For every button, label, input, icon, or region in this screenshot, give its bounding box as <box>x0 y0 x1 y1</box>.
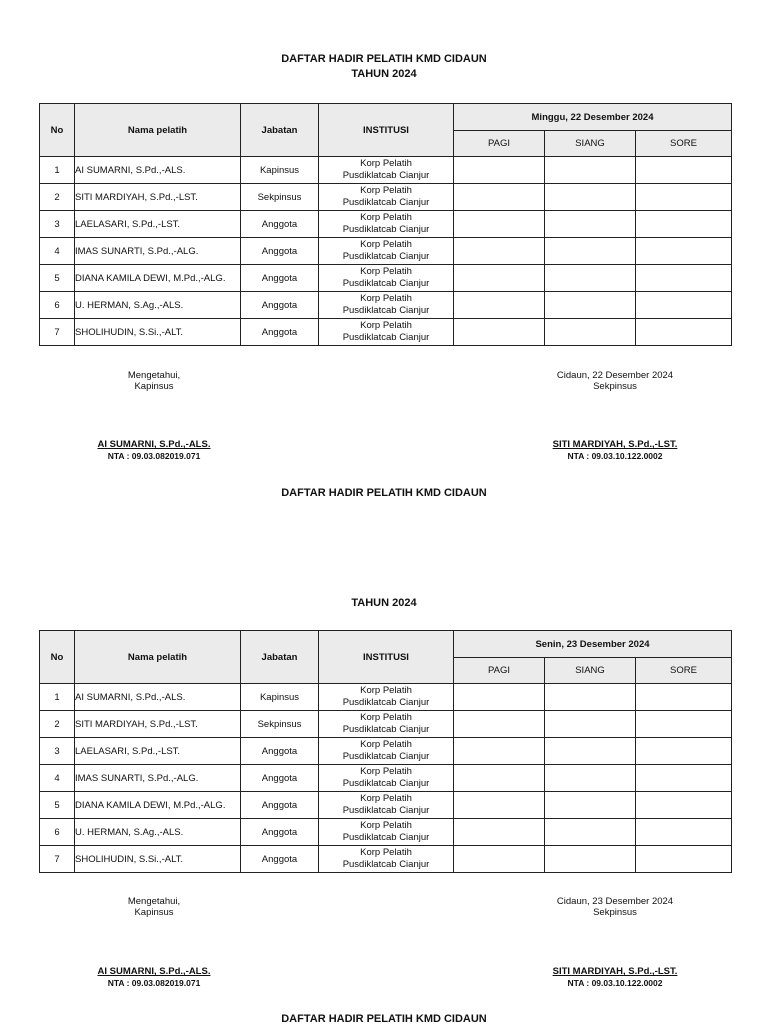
sig-role-label: Kapinsus <box>134 907 174 918</box>
left-signer-nta: NTA : 09.03.082019.071 <box>107 451 201 461</box>
table-row <box>40 846 732 873</box>
institusi-line2: Pusdiklatcab Cianjur <box>342 224 430 235</box>
attendance-table <box>39 630 732 873</box>
institusi-line2: Pusdiklatcab Cianjur <box>342 751 430 762</box>
header-pagi: PAGI <box>454 131 545 157</box>
cell-pagi <box>454 846 545 873</box>
header-date: Senin, 23 Desember 2024 <box>454 631 732 658</box>
header-jabatan: Jabatan <box>241 631 319 684</box>
row-jabatan: Sekpinsus <box>241 711 319 738</box>
institusi-line2: Pusdiklatcab Cianjur <box>342 859 430 870</box>
institusi-line1: Korp Pelatih <box>360 239 412 250</box>
row-name: U. HERMAN, S.Ag.,-ALS. <box>75 819 241 846</box>
institusi-line2: Pusdiklatcab Cianjur <box>342 332 430 343</box>
institusi-line1: Korp Pelatih <box>360 185 412 196</box>
institusi-line2: Pusdiklatcab Cianjur <box>342 778 430 789</box>
cell-siang <box>545 265 636 292</box>
table-row <box>40 765 732 792</box>
row-name: IMAS SUNARTI, S.Pd.,-ALG. <box>75 238 241 265</box>
left-signer-name: AI SUMARNI, S.Pd.,-ALS. <box>97 966 211 977</box>
row-jabatan: Anggota <box>241 765 319 792</box>
row-institusi <box>319 819 454 846</box>
right-signature-block <box>515 370 715 392</box>
table-row <box>40 711 732 738</box>
cell-pagi <box>454 711 545 738</box>
cell-sore <box>636 765 732 792</box>
row-name: LAELASARI, S.Pd.,-LST. <box>75 738 241 765</box>
row-no: 6 <box>40 819 75 846</box>
row-jabatan: Anggota <box>241 292 319 319</box>
cell-siang <box>545 238 636 265</box>
row-name: DIANA KAMILA DEWI, M.Pd.,-ALG. <box>75 792 241 819</box>
cell-siang <box>545 765 636 792</box>
institusi-line2: Pusdiklatcab Cianjur <box>342 170 430 181</box>
cell-pagi <box>454 157 545 184</box>
header-no: No <box>40 104 75 157</box>
row-name: SHOLIHUDIN, S.Si.,-ALT. <box>75 319 241 346</box>
table-row <box>40 157 732 184</box>
cell-pagi <box>454 319 545 346</box>
institusi-line1: Korp Pelatih <box>360 793 412 804</box>
row-name: SHOLIHUDIN, S.Si.,-ALT. <box>75 846 241 873</box>
header-siang: SIANG <box>545 131 636 157</box>
cell-siang <box>545 819 636 846</box>
row-institusi <box>319 792 454 819</box>
row-institusi <box>319 846 454 873</box>
cell-sore <box>636 238 732 265</box>
institusi-line1: Korp Pelatih <box>360 158 412 169</box>
institusi-line2: Pusdiklatcab Cianjur <box>342 697 430 708</box>
cell-sore <box>636 265 732 292</box>
row-no: 6 <box>40 292 75 319</box>
institusi-line1: Korp Pelatih <box>360 739 412 750</box>
row-jabatan: Sekpinsus <box>241 184 319 211</box>
header-date: Minggu, 22 Desember 2024 <box>454 104 732 131</box>
cell-pagi <box>454 211 545 238</box>
document-title: DAFTAR HADIR PELATIH KMD CIDAUN <box>281 53 487 65</box>
sig-role-label: Sekpinsus <box>593 907 637 918</box>
row-institusi <box>319 319 454 346</box>
table-row <box>40 265 732 292</box>
row-jabatan: Kapinsus <box>241 157 319 184</box>
row-institusi <box>319 238 454 265</box>
cell-sore <box>636 684 732 711</box>
cell-sore <box>636 792 732 819</box>
row-no: 5 <box>40 792 75 819</box>
header-name: Nama pelatih <box>75 631 241 684</box>
cell-siang <box>545 684 636 711</box>
attendance-table <box>39 103 732 346</box>
header-no: No <box>40 631 75 684</box>
row-name: U. HERMAN, S.Ag.,-ALS. <box>75 292 241 319</box>
cell-pagi <box>454 792 545 819</box>
document-title: DAFTAR HADIR PELATIH KMD CIDAUN <box>281 487 487 499</box>
cell-pagi <box>454 292 545 319</box>
sig-place-date: Cidaun, 22 Desember 2024 <box>556 370 674 381</box>
row-no: 5 <box>40 265 75 292</box>
table-row <box>40 211 732 238</box>
row-no: 1 <box>40 157 75 184</box>
document-year: TAHUN 2024 <box>351 597 417 609</box>
document-title: DAFTAR HADIR PELATIH KMD CIDAUN <box>281 1013 487 1025</box>
row-name: IMAS SUNARTI, S.Pd.,-ALG. <box>75 765 241 792</box>
right-signer-name: SITI MARDIYAH, S.Pd.,-LST. <box>552 439 678 450</box>
cell-siang <box>545 184 636 211</box>
cell-sore <box>636 819 732 846</box>
row-name: DIANA KAMILA DEWI, M.Pd.,-ALG. <box>75 265 241 292</box>
row-institusi <box>319 184 454 211</box>
table-row <box>40 184 732 211</box>
cell-pagi <box>454 684 545 711</box>
institusi-line1: Korp Pelatih <box>360 320 412 331</box>
table-row <box>40 684 732 711</box>
institusi-line1: Korp Pelatih <box>360 293 412 304</box>
institusi-line2: Pusdiklatcab Cianjur <box>342 724 430 735</box>
table-row <box>40 319 732 346</box>
row-no: 4 <box>40 238 75 265</box>
cell-siang <box>545 157 636 184</box>
table-row <box>40 738 732 765</box>
row-name: SITI MARDIYAH, S.Pd.,-LST. <box>75 184 241 211</box>
sig-place-date: Cidaun, 23 Desember 2024 <box>556 896 674 907</box>
row-jabatan: Anggota <box>241 265 319 292</box>
institusi-line2: Pusdiklatcab Cianjur <box>342 197 430 208</box>
document-year: TAHUN 2024 <box>351 68 417 80</box>
row-jabatan: Anggota <box>241 211 319 238</box>
cell-siang <box>545 319 636 346</box>
table-row <box>40 292 732 319</box>
institusi-line2: Pusdiklatcab Cianjur <box>342 305 430 316</box>
row-jabatan: Anggota <box>241 738 319 765</box>
right-signer-nta: NTA : 09.03.10.122.0002 <box>567 978 663 988</box>
cell-sore <box>636 157 732 184</box>
cell-sore <box>636 211 732 238</box>
cell-siang <box>545 211 636 238</box>
row-name: AI SUMARNI, S.Pd.,-ALS. <box>75 157 241 184</box>
header-institusi: INSTITUSI <box>319 104 454 157</box>
institusi-line1: Korp Pelatih <box>360 712 412 723</box>
cell-sore <box>636 711 732 738</box>
left-signer-nta: NTA : 09.03.082019.071 <box>107 978 201 988</box>
row-no: 3 <box>40 211 75 238</box>
institusi-line2: Pusdiklatcab Cianjur <box>342 805 430 816</box>
row-institusi <box>319 292 454 319</box>
row-no: 7 <box>40 319 75 346</box>
cell-pagi <box>454 765 545 792</box>
header-name: Nama pelatih <box>75 104 241 157</box>
cell-sore <box>636 319 732 346</box>
cell-siang <box>545 738 636 765</box>
header-siang: SIANG <box>545 658 636 684</box>
row-institusi <box>319 711 454 738</box>
cell-sore <box>636 738 732 765</box>
row-institusi <box>319 265 454 292</box>
row-institusi <box>319 738 454 765</box>
institusi-line1: Korp Pelatih <box>360 820 412 831</box>
row-institusi <box>319 765 454 792</box>
left-signature-block <box>54 370 254 392</box>
row-no: 2 <box>40 711 75 738</box>
cell-sore <box>636 184 732 211</box>
header-sore: SORE <box>636 131 732 157</box>
header-institusi: INSTITUSI <box>319 631 454 684</box>
header-jabatan: Jabatan <box>241 104 319 157</box>
row-jabatan: Anggota <box>241 319 319 346</box>
cell-sore <box>636 292 732 319</box>
row-no: 3 <box>40 738 75 765</box>
institusi-line1: Korp Pelatih <box>360 212 412 223</box>
row-institusi <box>319 157 454 184</box>
row-no: 4 <box>40 765 75 792</box>
institusi-line2: Pusdiklatcab Cianjur <box>342 278 430 289</box>
row-institusi <box>319 211 454 238</box>
right-signature-block <box>515 896 715 918</box>
right-signer-name: SITI MARDIYAH, S.Pd.,-LST. <box>552 966 678 977</box>
institusi-line2: Pusdiklatcab Cianjur <box>342 251 430 262</box>
cell-sore <box>636 846 732 873</box>
row-no: 1 <box>40 684 75 711</box>
institusi-line1: Korp Pelatih <box>360 847 412 858</box>
table-row <box>40 238 732 265</box>
cell-pagi <box>454 738 545 765</box>
row-jabatan: Kapinsus <box>241 684 319 711</box>
cell-pagi <box>454 238 545 265</box>
cell-pagi <box>454 265 545 292</box>
row-no: 7 <box>40 846 75 873</box>
row-name: AI SUMARNI, S.Pd.,-ALS. <box>75 684 241 711</box>
institusi-line2: Pusdiklatcab Cianjur <box>342 832 430 843</box>
sig-acknowledge-label: Mengetahui, <box>127 370 181 381</box>
row-name: SITI MARDIYAH, S.Pd.,-LST. <box>75 711 241 738</box>
row-jabatan: Anggota <box>241 846 319 873</box>
left-signer-name: AI SUMARNI, S.Pd.,-ALS. <box>97 439 211 450</box>
row-institusi <box>319 684 454 711</box>
cell-siang <box>545 792 636 819</box>
row-jabatan: Anggota <box>241 792 319 819</box>
cell-siang <box>545 711 636 738</box>
institusi-line1: Korp Pelatih <box>360 266 412 277</box>
sig-role-label: Kapinsus <box>134 381 174 392</box>
left-signature-block <box>54 896 254 918</box>
row-no: 2 <box>40 184 75 211</box>
row-name: LAELASARI, S.Pd.,-LST. <box>75 211 241 238</box>
sig-acknowledge-label: Mengetahui, <box>127 896 181 907</box>
cell-siang <box>545 846 636 873</box>
table-row <box>40 819 732 846</box>
right-signer-nta: NTA : 09.03.10.122.0002 <box>567 451 663 461</box>
sig-role-label: Sekpinsus <box>593 381 637 392</box>
header-sore: SORE <box>636 658 732 684</box>
cell-pagi <box>454 184 545 211</box>
cell-siang <box>545 292 636 319</box>
institusi-line1: Korp Pelatih <box>360 766 412 777</box>
table-row <box>40 792 732 819</box>
header-pagi: PAGI <box>454 658 545 684</box>
institusi-line1: Korp Pelatih <box>360 685 412 696</box>
cell-pagi <box>454 819 545 846</box>
row-jabatan: Anggota <box>241 238 319 265</box>
row-jabatan: Anggota <box>241 819 319 846</box>
